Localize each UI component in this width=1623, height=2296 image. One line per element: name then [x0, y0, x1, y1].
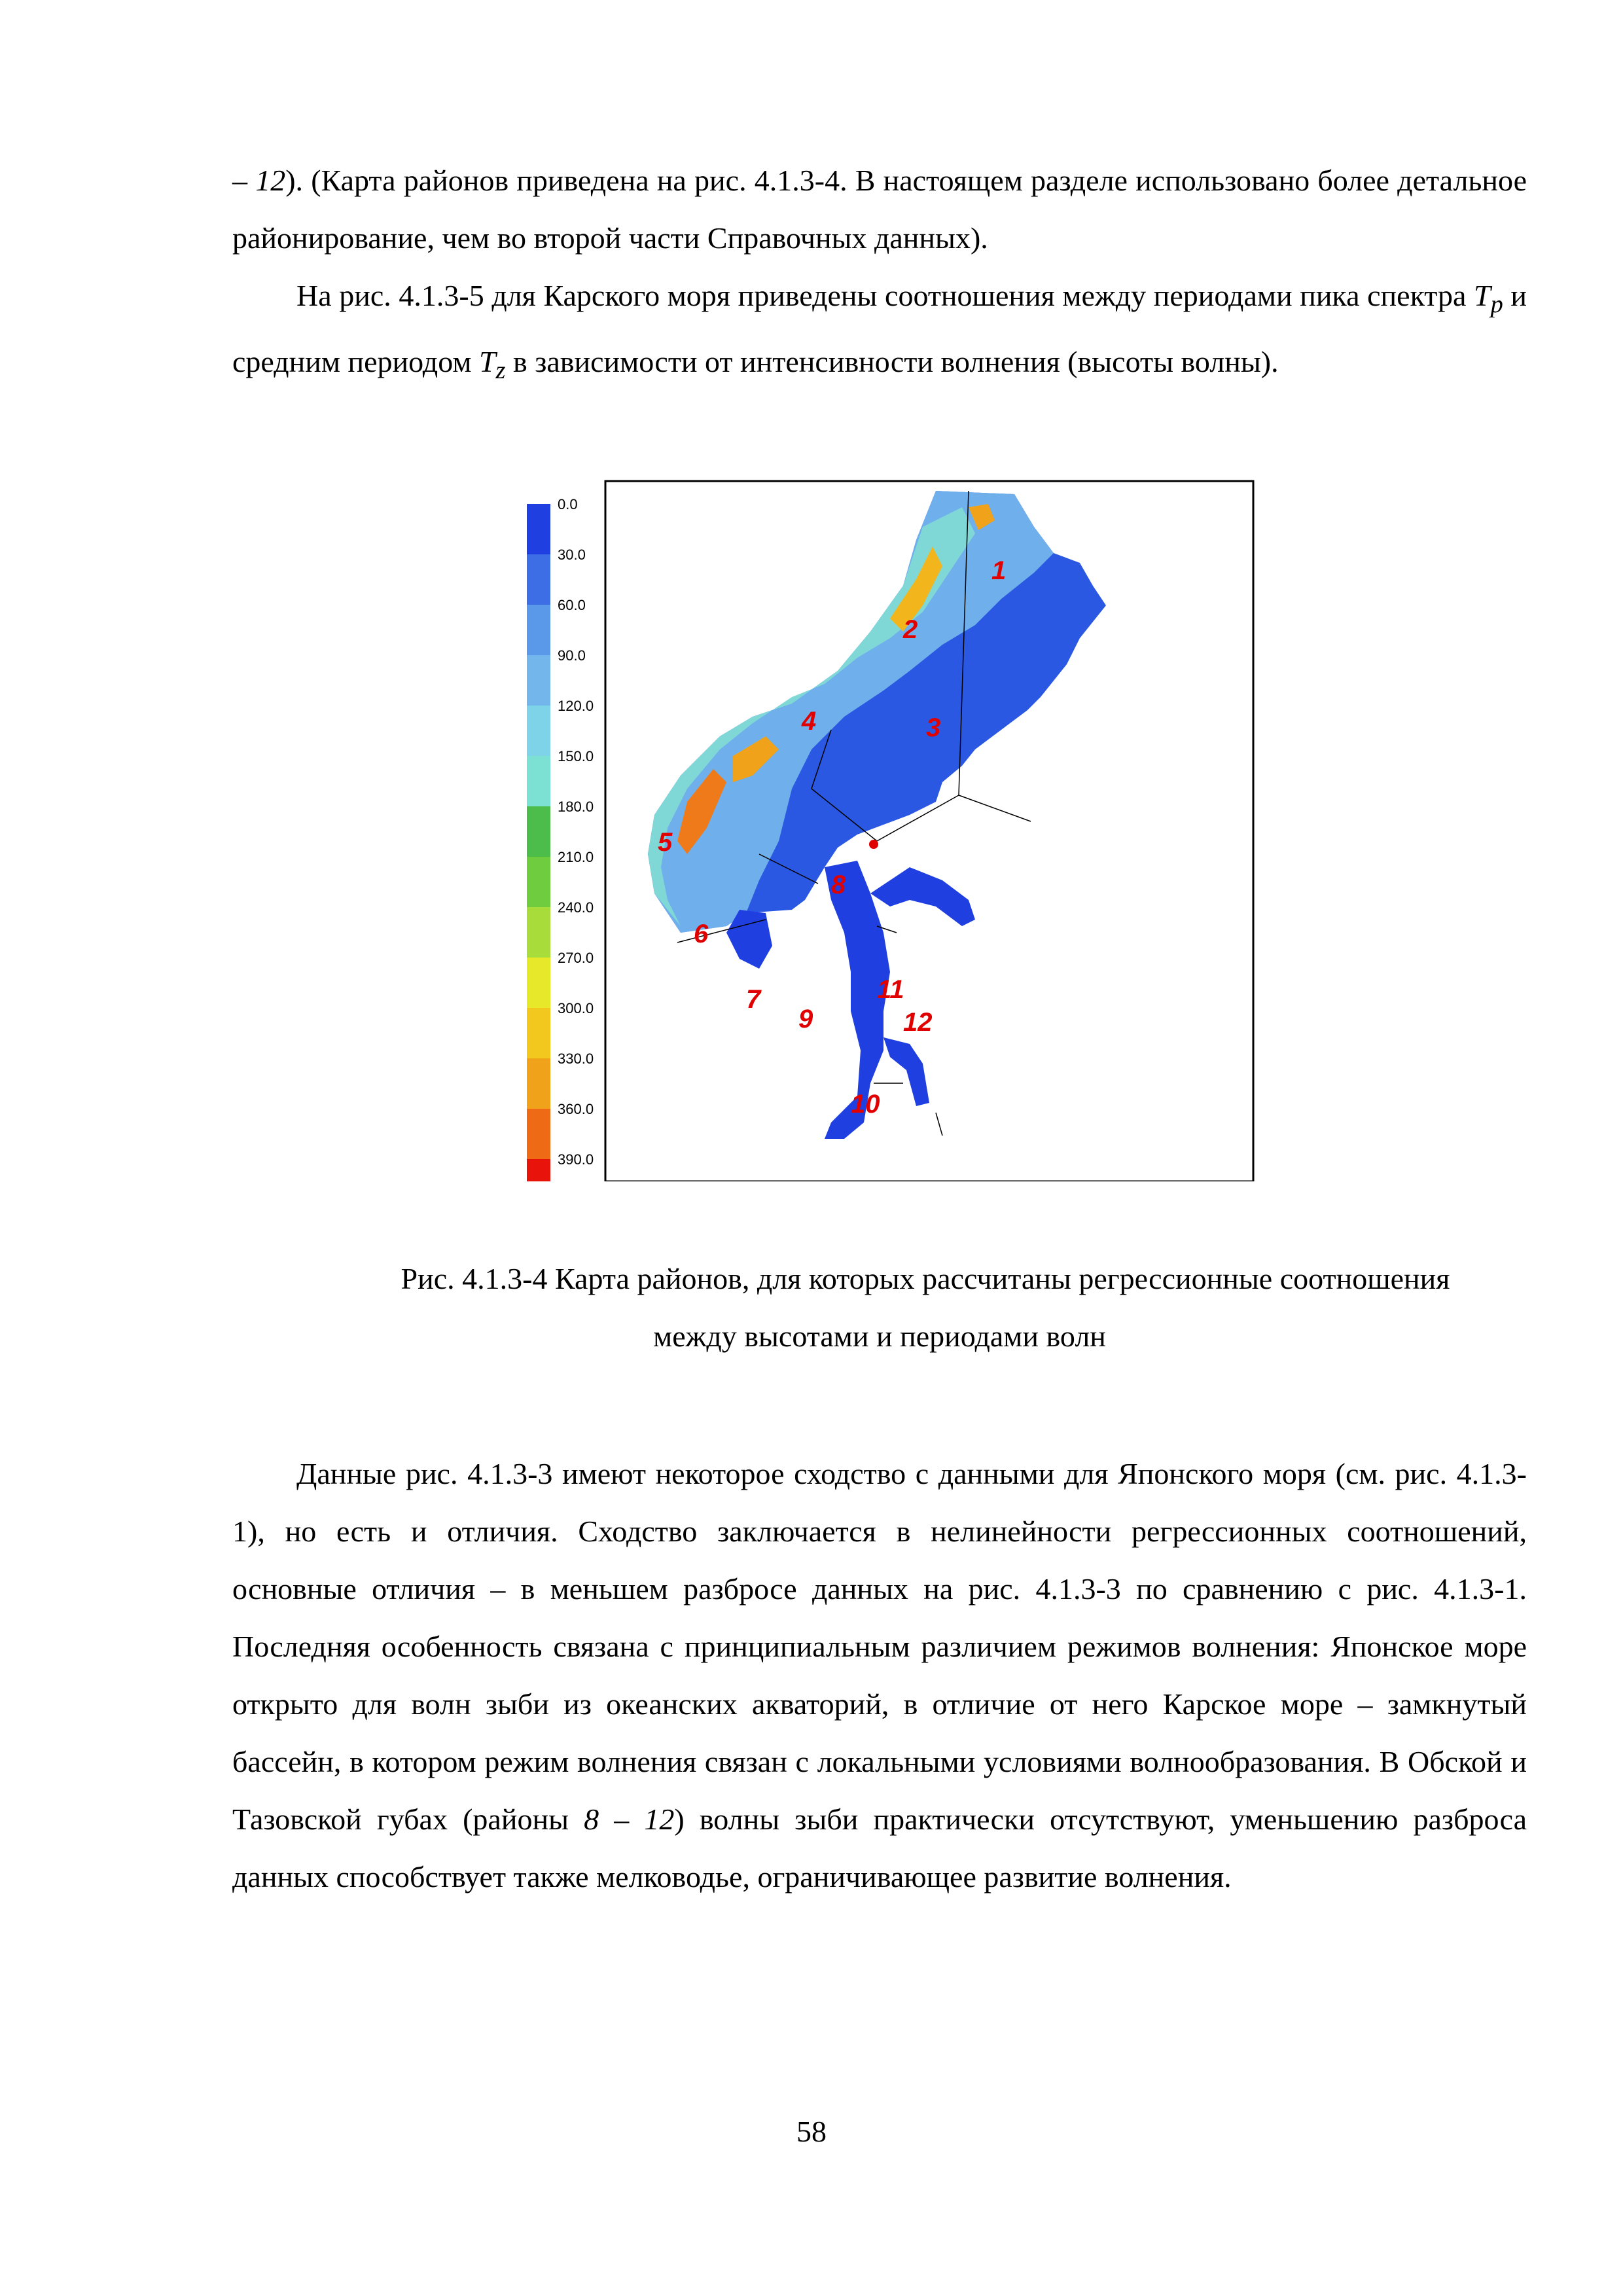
region-label: 12: [903, 1008, 933, 1037]
region-label: 5: [658, 828, 673, 857]
legend-swatch: [527, 554, 550, 605]
legend-swatch: [527, 756, 550, 806]
region-4-marker: [869, 840, 878, 849]
region-number: 12: [255, 164, 286, 197]
region-label: 2: [903, 615, 918, 644]
legend-tick-label: 240.0: [558, 899, 594, 916]
paragraph-text: ). (Карта районов приведена на рис. 4.1.3-4. В настоящем разделе использовано более детальное районирование, чем во второй части Справочных данных).: [232, 164, 1527, 255]
legend-swatch: [527, 1058, 550, 1109]
legend-tick-label: 60.0: [558, 597, 586, 613]
tz-symbol: $T_z$: [478, 345, 506, 385]
legend-tick-label: 180.0: [558, 798, 594, 815]
caption-line-1: Рис. 4.1.3-4 Карта районов, для которых рассчитаны регрессионные соотношения: [401, 1262, 1450, 1295]
region-label: 1: [991, 556, 1007, 585]
region-label: 7: [746, 985, 761, 1014]
region-label: 11: [877, 975, 904, 1004]
dash: –: [599, 1803, 645, 1836]
legend-swatch: [527, 958, 550, 1008]
legend-swatch: [527, 605, 550, 655]
legend-swatch: [527, 655, 550, 706]
paragraph-comparison: [232, 1445, 1527, 1906]
legend-swatch: [527, 504, 550, 554]
color-legend: [527, 496, 594, 1181]
legend-swatch: [527, 907, 550, 958]
legend-tick-label: 0.0: [558, 496, 578, 512]
legend-tick-label: 120.0: [558, 698, 594, 714]
legend-tick-label: 330.0: [558, 1050, 594, 1067]
legend-swatch: [527, 806, 550, 857]
legend-tick-label: 390.0: [558, 1151, 594, 1168]
paragraph-text: и средним периодом: [232, 279, 1527, 379]
legend-swatch: [527, 1109, 550, 1159]
legend-tick-label: 30.0: [558, 547, 586, 563]
kara-sea-region-map: [517, 475, 1257, 1181]
paragraph-continuation: [232, 152, 1527, 267]
figure-caption: [232, 1250, 1527, 1365]
region-label: 9: [798, 1005, 813, 1033]
legend-tick-label: 90.0: [558, 647, 586, 664]
region-label: 6: [694, 920, 709, 948]
paragraph-text: в зависимости от интенсивности волнения (высоты волны).: [505, 345, 1279, 379]
paragraph-text: Данные рис. 4.1.3-3 имеют некоторое сходство с данными для Японского моря (см. рис. 4.1.3-1), но есть и отличия. Сходство заключается в нелинейности регрессионных соотношений, основные отличия – в меньшем разбросе данных на рис. 4.1.3-3 по сравнению с рис. 4.1.3-1. Последняя особенность связана с принципиальным различием режимов волнения: Японское море открыто для волн зыби из океанских акваторий, в отличие от него Карское море – замкнутый бассейн, в котором режим волнения связан с локальными условиями волнообразования. В Обской и Тазовской губах (районы: [232, 1457, 1527, 1836]
region-number: 12: [644, 1803, 675, 1836]
dash: –: [232, 164, 256, 197]
legend-swatch: [527, 706, 550, 756]
legend-tick-label: 300.0: [558, 1000, 594, 1016]
legend-tick-label: 150.0: [558, 748, 594, 764]
legend-swatch: [527, 1159, 550, 1181]
legend-tick-label: 210.0: [558, 849, 594, 865]
region-label: 10: [851, 1090, 880, 1119]
paragraph-text: ) волны зыби практически отсутствуют, уменьшению разброса данных способствует также мелководье, ограничивающее развитие волнения.: [232, 1803, 1527, 1893]
legend-tick-label: 360.0: [558, 1101, 594, 1117]
page-number: 58: [796, 2115, 827, 2148]
caption-line-2: между высотами и периодами волн: [653, 1319, 1106, 1353]
region-number: 8: [584, 1803, 599, 1836]
region-label: 3: [926, 713, 941, 742]
region-label: 4: [802, 707, 817, 736]
region-label: 8: [831, 870, 846, 899]
legend-swatch: [527, 857, 550, 907]
paragraph-text: На рис. 4.1.3-5 для Карского моря приведены соотношения между периодами пика спектра: [296, 279, 1474, 312]
legend-tick-label: 270.0: [558, 950, 594, 966]
legend-swatch: [527, 1008, 550, 1058]
paragraph-spectra: [232, 267, 1527, 399]
tp-symbol: $T_p$: [1474, 279, 1503, 319]
